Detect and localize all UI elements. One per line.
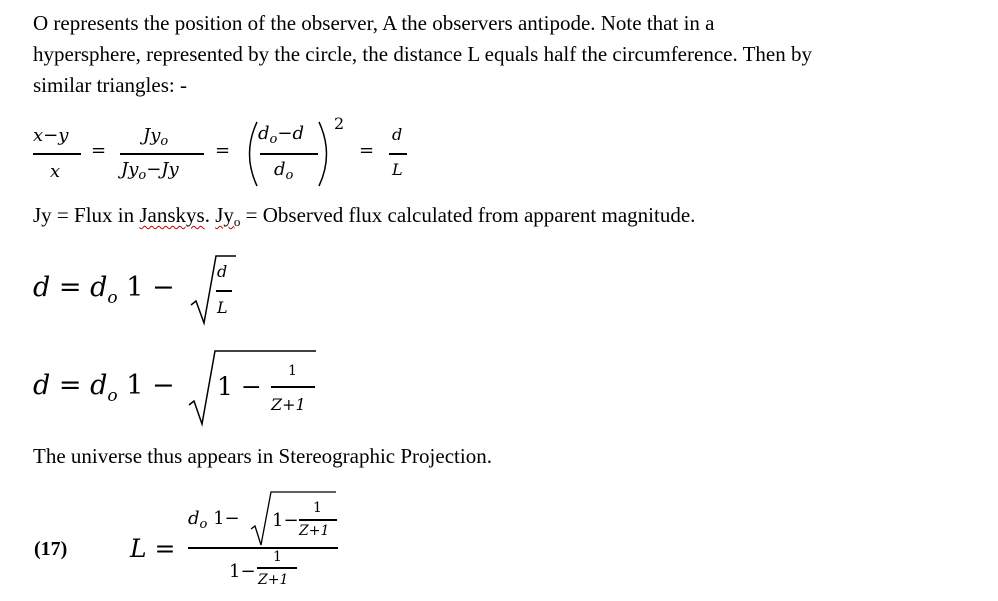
eq-d1-denominator: L (217, 298, 228, 317)
jyo-term: $Jy_o$ (215, 203, 241, 229)
eq17-inner-fraction-bar (299, 519, 337, 521)
eq17-main-fraction-bar (188, 547, 338, 549)
term4-denominator: L (392, 160, 403, 179)
term4-fraction-bar (389, 153, 407, 155)
equation-number: (17) (34, 538, 68, 560)
eq17-inner-frac-num: 1 (313, 500, 322, 516)
eq17-den-frac-den: Z+1 (258, 572, 289, 588)
intro-line-1: O represents the position of the observer, A the observers antipode. Note that in a (33, 11, 715, 35)
exponent-2: 2 (334, 114, 345, 133)
eq17-den-frac-num: 1 (273, 549, 282, 565)
term2-fraction-bar (120, 153, 204, 155)
term1-fraction-bar (33, 153, 81, 155)
janskys-word: Janskys (139, 203, 205, 227)
intro-line-3: similar triangles: - (33, 73, 187, 97)
term4-numerator: d (392, 125, 403, 144)
eq-d2-inner: 1 − (217, 372, 262, 401)
term2-numerator: $Jy_o$ (143, 125, 169, 149)
eq-d2-lhs: $d = d_o$ 1 − (33, 370, 175, 406)
term1-numerator: x−y (33, 125, 69, 146)
term3-fraction-bar (260, 153, 318, 155)
eq-d2-numerator: 1 (288, 363, 297, 379)
term3-denominator: $d_o$ (274, 159, 294, 183)
eq-d2-denominator: Z+1 (271, 395, 306, 414)
eq17-inner-one: 1− (272, 510, 299, 531)
conclusion-text: The universe thus appears in Stereographic Projection. (33, 444, 492, 468)
right-paren (316, 120, 332, 188)
flux-definition: Jy = Flux in Janskys. $Jy_o$ = Observed flux calculated from apparent magnitude. (33, 203, 696, 229)
eq-d2-fraction-bar (271, 386, 315, 388)
eq17-den-one: 1− (229, 561, 256, 582)
eq17-den-fraction-bar (257, 567, 297, 569)
eq17-inner-frac-den: Z+1 (299, 523, 330, 539)
term3-numerator: $d_o-d$ (258, 123, 304, 147)
equals-sign-2: = (215, 140, 231, 161)
eq-d1-numerator: d (217, 262, 228, 281)
eq-d1-lhs: $d = d_o$ 1 − (33, 272, 175, 308)
eq17-numerator-d: $d_o$ 1− (188, 508, 240, 532)
equals-sign-3: = (359, 140, 375, 161)
term1-denominator: x (50, 161, 61, 182)
term2-denominator: $Jy_o-Jy$ (121, 159, 179, 183)
eq-d1-fraction-bar (216, 290, 232, 292)
sqrt-symbol-1 (190, 255, 240, 327)
intro-line-2: hypersphere, represented by the circle, the distance L equals half the circumference. Then by (33, 42, 812, 66)
equals-sign-1: = (91, 140, 107, 161)
eq17-lhs: L = (130, 534, 176, 563)
intro-paragraph (33, 8, 973, 101)
